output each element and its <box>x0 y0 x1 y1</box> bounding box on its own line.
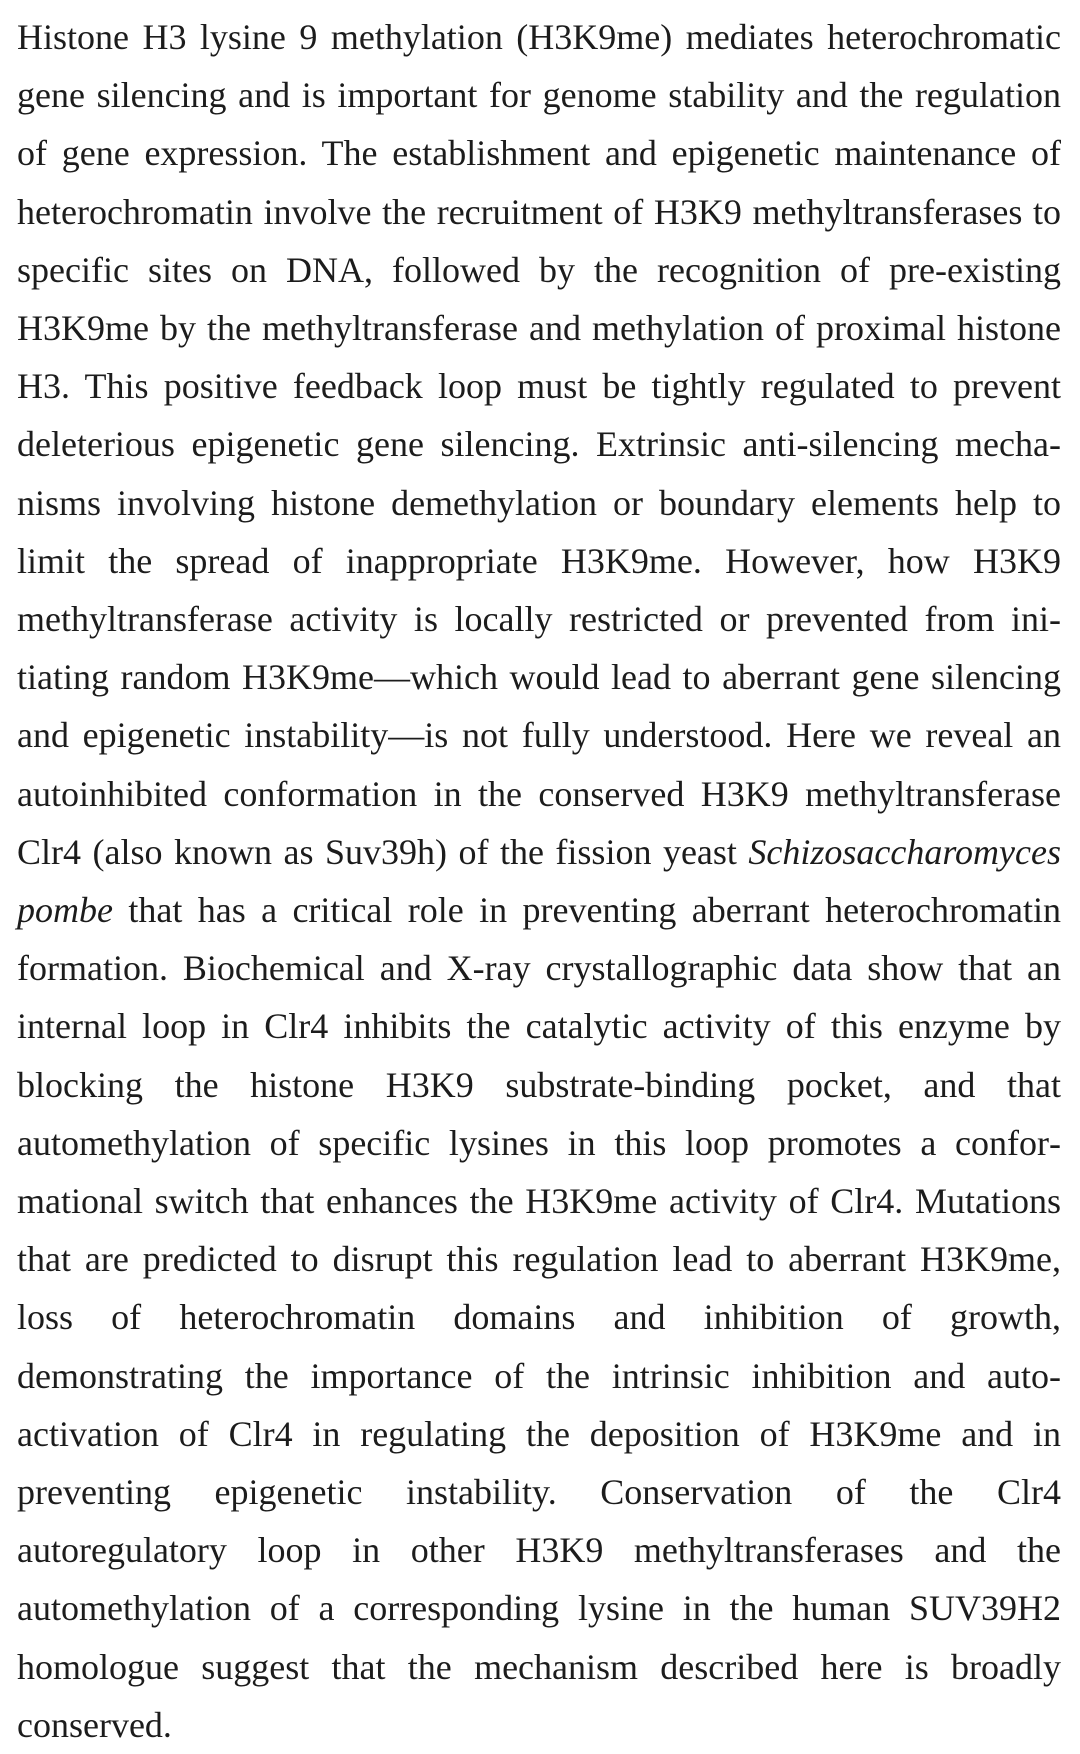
abstract-text-part-2: that has a critical role in preventing aberrant heterochromatin formation. Biochemical and X-ray crystallographic data show that an internal loop in Clr4 inhibits the catalytic activity of this enzyme by blocking the histone H3K9 substrate-binding pocket, and that automethylation of specific lysines in this loop promotes a conformational switch that enhances the H3K9me activity of Clr4. Mutations that are predicted to disrupt this regulation lead to aberrant H3K9me, loss of heterochromatin domains and inhibition of growth, demonstrating the importance of the intrinsic inhibition and auto-activation of Clr4 in regulating the deposition of H3K9me and in preventing epigenetic instability. Conservation of the Clr4 autoregulatory loop in other H3K9 methyltransferases and the automethylation of a corresponding lysine in the human SUV39H2 homologue suggest that the mechanism described here is broadly conserved. <box>17 890 1061 1745</box>
abstract-text-part-1: Histone H3 lysine 9 methylation (H3K9me) mediates heterochromatic gene silencing and is important for genome stability and the regulation of gene expression. The establishment and epigenetic maintenance of heterochromatin involve the recruitment of H3K9 methyltransferases to specific sites on DNA, followed by the recognition of pre-existing H3K9me by the methyltransferase and methylation of proximal histone H3. This positive feedback loop must be tightly regulated to prevent deleterious epigenetic gene silencing. Extrinsic anti-silencing mechanisms involving histone demethylation or boundary elements help to limit the spread of inappropriate H3K9me. However, how H3K9 methyltransferase activity is locally restricted or prevented from initiating random H3K9me—which would lead to aberrant gene silencing and epigenetic instability—is not fully understood. Here we reveal an autoinhibited conformation in the conserved H3K9 methyltransferase Clr4 (also known as Suv39h) of the fission yeast <box>17 17 1061 872</box>
abstract-paragraph <box>17 8 1061 1754</box>
species-name: Schizosaccharomyces pombe <box>17 831 1061 931</box>
